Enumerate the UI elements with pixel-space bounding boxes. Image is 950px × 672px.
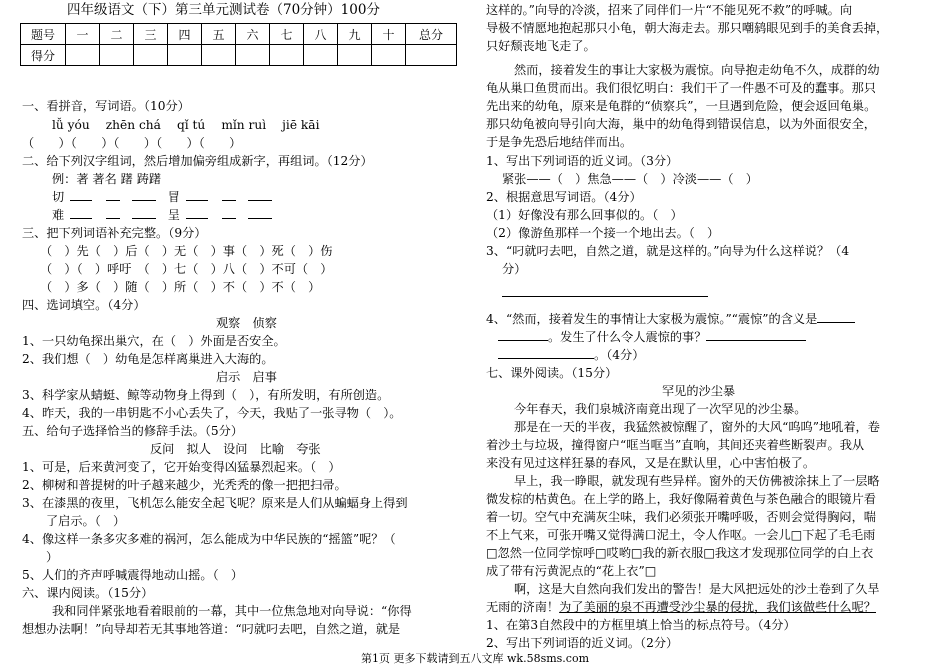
char-row: 难 呈 [52,206,272,224]
blank[interactable] [132,188,156,201]
score-header-cell: 七 [270,24,304,45]
pinyin-line: lǚ yóu zhēn chá qǐ tú mǐn ruì jiē kāi [52,118,320,132]
answer-blanks[interactable]: （ ）（ ）（ ）（ ）（ ） [22,136,242,150]
underlined-question: 为了美丽的泉不再遭受沙尘暴的侵扰，我们该做些什么呢？ [559,600,876,614]
char-row: 切 冒 [52,188,272,206]
blank[interactable] [817,310,855,323]
blank[interactable] [106,206,120,219]
section-heading: 四、选词填空。（4分） [22,298,146,312]
blank[interactable] [222,206,236,219]
passage-line: 着一切。空气中充满灰尘味，我们必须张开嘴呼吸，否则会觉得胸闷，喘 [486,510,876,524]
passage-line: 我和同伴紧张地看着眼前的一幕，其中一位焦急地对向导说：“你得 [52,604,412,618]
question-line[interactable]: 5、人们的齐声呼喊震得地动山摇。（ ） [22,568,244,582]
passage-text: 无雨的济南！ [486,600,560,614]
passage-line: 那是在一天的半夜，我猛然被惊醒了，窗外的大风“呜呜”地吼着，卷 [514,420,880,434]
question-line: 2、根据意思写词语。（4分） [486,190,642,204]
score-cell[interactable] [304,45,338,66]
passage-line: 这样的。”向导的冷淡，招来了同伴们一片“不能见死不救”的呼喊。向 [486,3,853,17]
passage-line: 着沙土与垃圾，撞得窗户“哐当哐当”直响，其间还夹着些断裂声。我从 [486,438,865,452]
passage-line: 今年春天，我们泉城济南竟出现了一次罕见的沙尘暴。 [514,402,807,416]
score-header-cell: 一 [66,24,100,45]
question-line[interactable]: 2、我们想（ ）幼龟是怎样离巢进入大海的。 [22,352,274,366]
page-footer: 第1页 更多下载请到五八文库 wk.58sms.com [361,652,589,665]
word-choices: 反问 拟人 设问 比喻 夸张 [150,442,321,456]
question-line[interactable]: 1、可是，后来黄河变了，它开始变得凶猛暴烈起来。（ ） [22,460,341,474]
score-cell[interactable] [372,45,406,66]
passage-line: 先出来的幼龟，原来是龟群的“侦察兵”，一旦遇到危险，便会返回龟巢。 [486,99,877,113]
blank[interactable] [186,188,208,201]
section-heading: 三、把下列词语补充完整。（9分） [22,226,207,240]
score-header-cell: 八 [304,24,338,45]
score-cell[interactable] [168,45,202,66]
question-line: 3、在漆黑的夜里，飞机怎么能安全起飞呢？原来是人们从蝙蝠身上得到 [22,496,408,510]
passage-line: 只好颓丧地飞走了。 [486,39,596,53]
score-cell[interactable] [66,45,100,66]
question-line: 3、“叼就叼去吧，自然之道，就是这样的。”向导为什么这样说？（4 [486,244,850,258]
fill-line[interactable]: （ ）先（ ）后（ ）无（ ）事（ ）死（ ）伤 [40,244,333,258]
passage-line: 微发棕的枯黄色。在上学的路上，我好像隔着黄色与茶色融合的眼镜片看 [486,492,876,506]
question-line[interactable]: ） [46,550,59,564]
fill-line[interactable]: （ ）多（ ）随（ ）所（ ）不（ ）不（ ） [40,280,321,294]
char-label: 难 [52,208,65,222]
answer-line[interactable] [502,284,708,302]
blank[interactable] [70,188,92,201]
question-line: 分） [502,262,527,276]
blank[interactable] [248,206,272,219]
question-line [486,310,855,328]
passage-line: 来没有见过这样狂暴的春风，又是在默认里，心中害怕极了。 [486,456,816,470]
word-choices: 启示 启事 [216,370,277,384]
passage-line: 然而，接着发生的事让大家极为震惊。向导抱走幼龟不久，成群的幼 [514,63,880,77]
passage-line: 啊，这是大自然向我们发出的警告！是大风把远处的沙土卷到了久旱 [514,582,880,596]
section-heading: 一、看拼音，写词语。（10分） [22,99,190,113]
question-line[interactable]: （2）像游鱼那样一个接一个地出去。（ ） [486,226,720,240]
passage-line: 导极不情愿地抱起那只小龟，朝大海走去。那只嘲鸫眼见到手的美食丢掉， [486,21,889,35]
question-line[interactable]: （1）好像没有那么回事似的。（ ） [486,208,683,222]
question-line [498,346,644,364]
score-header-cell: 二 [100,24,134,45]
question-line[interactable]: 4、昨天，我的一串钥匙不小心丢失了，今天，我贴了一张寻物（ ）。 [22,406,402,420]
question-line[interactable]: 4、像这样一条多灾多难的祸河，怎么能成为中华民族的“摇篮”呢？（ [22,532,396,546]
blank[interactable] [498,346,594,359]
question-line[interactable]: 3、科学家从蜻蜓、鲸等动物身上得到（ ），有所发明，有所创造。 [22,388,390,402]
score-table-header-row [21,24,457,45]
blank[interactable] [706,328,806,341]
question-line[interactable]: 了启示。（ ） [46,514,126,528]
passage-line: 成了带有污黄泥点的“花上衣”□ [486,564,657,578]
blank[interactable] [222,188,236,201]
score-table [20,23,457,66]
score-cell[interactable] [270,45,304,66]
score-header-cell: 题号 [21,24,66,45]
passage-line: □忽然一位同学惊呼□哎哟□我的新衣服□我这才发现那位同学的白上衣 [486,546,874,560]
passage-line [486,598,876,616]
score-cell[interactable] [134,45,168,66]
question-line[interactable]: 1、在第3自然段中的方框里填上恰当的标点符号。（4分） [486,618,796,632]
fill-line[interactable]: 紧张——（ ）焦急——（ ）冷淡——（ ） [502,172,758,186]
score-cell[interactable] [202,45,236,66]
question-line: 1、写出下列词语的近义词。（3分） [486,154,679,168]
score-table-score-row [21,45,457,66]
score-cell[interactable] [100,45,134,66]
score-cell[interactable] [406,45,457,66]
fill-line[interactable]: （ ）（ ）呼吁 （ ）七（ ）八（ ）不可（ ） [40,262,333,276]
char-label: 切 [52,190,65,204]
question-text: 。发生了什么令人震惊的事？ [548,330,707,344]
passage-line: 于是争先恐后地结伴而出。 [486,135,633,149]
blank[interactable] [186,206,208,219]
example-line: 例：著 著名 躇 踌躇 [52,172,162,186]
passage-line: 想想办法啊！”向导却若无其事地答道：“叼就叼去吧，自然之道，就是 [22,622,401,636]
blank[interactable] [70,206,92,219]
question-line [498,328,806,346]
score-header-cell: 总分 [406,24,457,45]
score-header-cell: 四 [168,24,202,45]
score-row-label: 得分 [21,45,66,66]
score-cell[interactable] [338,45,372,66]
passage-line: 不上气来，可张开嘴又觉得满口泥土，令人作呕。一会儿□下起了毛毛雨 [486,528,876,542]
blank[interactable] [498,328,548,341]
question-text: 4、“然而，接着发生的事情让大家极为震惊。”“震惊”的含义是 [486,312,818,326]
question-line: 2、写出下列词语的近义词。（2分） [486,636,679,650]
score-header-cell: 六 [236,24,270,45]
blank[interactable] [248,188,272,201]
section-heading: 六、课内阅读。（15分） [22,586,154,600]
section-heading: 二、给下列汉字组词，然后增加偏旁组成新字，再组词。（12分） [22,154,373,168]
score-header-cell: 九 [338,24,372,45]
score-header-cell: 五 [202,24,236,45]
question-line[interactable]: 2、柳树和普提树的叶子越来越少，光秃秃的像一把把扫帚。 [22,478,347,492]
passage-line: 那只幼龟被向导引向大海，巢中的幼龟得到错误信息，以为外面很安全， [486,117,876,131]
passage-line: 早上，我一睁眼，就发现有些异样。窗外的天仿佛被涂抹上了一层略 [514,474,880,488]
score-header-cell: 十 [372,24,406,45]
exam-title: 四年级语文（下）第三单元测试卷（70分钟）100分 [67,2,380,18]
section-heading: 五、给句子选择恰当的修辞手法。（5分） [22,424,244,438]
passage-line: 龟从巢口鱼贯而出。我们很忆明白：我们干了一件愚不可及的蠢事。那只 [486,81,876,95]
question-text: 。（4分） [594,348,645,362]
blank[interactable] [106,188,120,201]
blank[interactable] [132,206,156,219]
word-choices: 观察 侦察 [216,316,277,330]
passage-title: 罕见的沙尘暴 [662,384,736,398]
question-line[interactable]: 1、一只幼龟探出巢穴，在（ ）外面是否安全。 [22,334,286,348]
score-cell[interactable] [236,45,270,66]
section-heading: 七、课外阅读。（15分） [486,366,618,380]
score-header-cell: 三 [134,24,168,45]
